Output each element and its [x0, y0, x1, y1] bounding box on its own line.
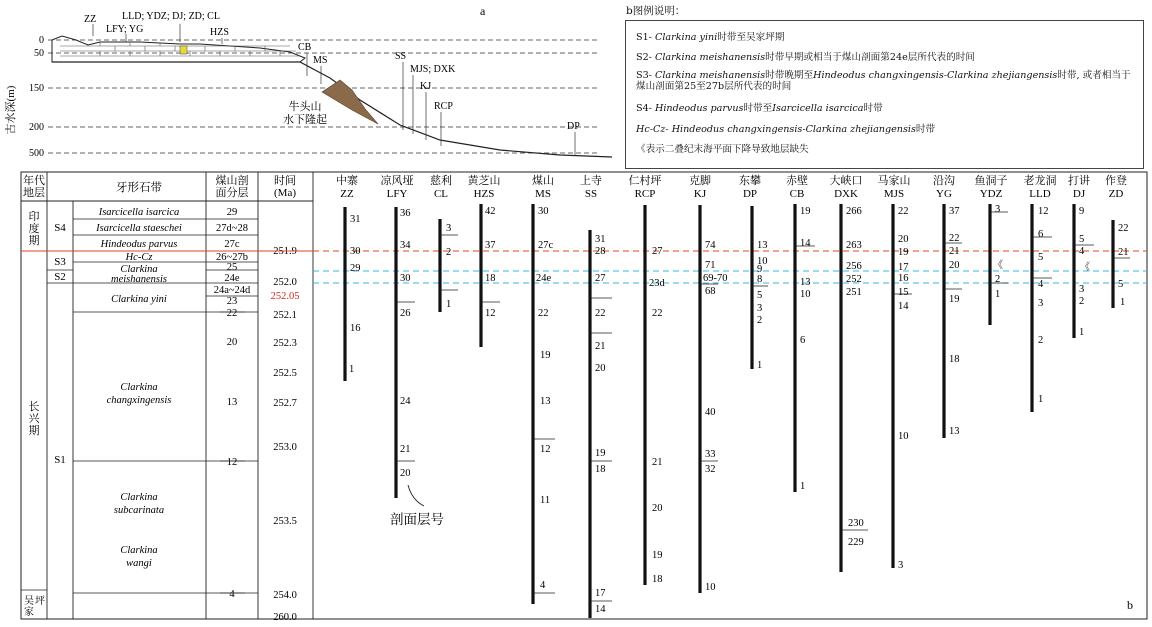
layer-number: 10 [757, 256, 768, 267]
layer-number: 31 [595, 234, 606, 245]
layer-number: 12 [1038, 206, 1049, 217]
layer-number: 5 [1079, 234, 1085, 245]
layer-number: 10 [898, 431, 909, 442]
layer-number: 31 [350, 214, 361, 225]
annotation-label: 剖面层号 [390, 512, 444, 527]
depth-tick: 0 [39, 35, 44, 46]
layer-number: 21 [949, 246, 960, 257]
site-label: RCP [434, 101, 453, 112]
time-tick: 252.5 [273, 368, 297, 379]
section-name: 赤壁 [786, 175, 808, 187]
site-label: LFY; YG [106, 24, 144, 35]
layer-number: 5 [1118, 279, 1124, 290]
stage-dividers [21, 251, 73, 590]
header-era: 年代地层 [23, 175, 45, 199]
zone-label: Isarcicella isarcica [98, 207, 180, 218]
section-code: SS [584, 188, 598, 200]
layer-number: 24 [400, 396, 411, 407]
meishan-layer: 27d~28 [216, 223, 248, 234]
section-name: 东攀 [739, 175, 761, 187]
layer-number: 2 [995, 274, 1001, 285]
panel-b-label: b [1127, 598, 1133, 612]
time-tick: 252.3 [273, 338, 297, 349]
site-label: KJ [420, 81, 432, 92]
layer-number: 2 [1079, 296, 1085, 307]
layer-number: 8 [757, 274, 763, 285]
layer-number: 1 [1038, 394, 1044, 405]
layer-number: 3 [995, 204, 1001, 215]
layer-number: 1 [349, 364, 355, 375]
meishan-layer: 24e [224, 273, 240, 284]
site-label: HZS [210, 27, 229, 38]
section-name: 马家山 [877, 175, 911, 187]
zone-label: Clarkina [120, 492, 158, 503]
section-name: 鱼洞子 [974, 175, 1008, 187]
annotation-pointer [408, 485, 424, 506]
site-labels [84, 11, 580, 132]
section-name: 凉风垭 [380, 175, 414, 187]
legend-item-s2 [636, 52, 975, 63]
layer-number: 19 [949, 294, 960, 305]
time-tick: 260.0 [273, 612, 297, 623]
legend-code: S3- [636, 70, 652, 81]
legend-item-s1 [636, 32, 784, 43]
time-labels [271, 246, 300, 623]
layer-numbers [349, 204, 1129, 615]
layer-number: 40 [705, 407, 716, 418]
layer-number: 5 [757, 290, 763, 301]
meishan-layer: 25 [226, 262, 238, 273]
time-tick: 252.1 [273, 310, 297, 321]
meishan-layer: 13 [226, 397, 238, 408]
layer-number: 20 [595, 363, 606, 374]
layer-number: 3 [1079, 284, 1085, 295]
layer-number: 1 [800, 481, 806, 492]
layer-number: 37 [485, 240, 496, 251]
layer-number: 263 [846, 240, 862, 251]
layer-number: 29 [350, 263, 361, 274]
legend-text: 时带至吴家坪期 [717, 32, 785, 43]
header-titles [23, 173, 296, 199]
layer-number: 19 [898, 247, 909, 258]
layer-number: 230 [848, 518, 864, 529]
site-label: CB [298, 42, 312, 53]
site-label: ZZ [84, 14, 97, 25]
zone-label: Isarcicella staeschei [96, 223, 182, 234]
layer-number: 19 [540, 350, 551, 361]
panel-a-label: a [480, 4, 486, 18]
layer-number: 5 [1038, 252, 1044, 263]
layer-number: 13 [757, 240, 768, 251]
layer-number: 22 [538, 308, 549, 319]
depth-tick: 200 [29, 122, 44, 133]
time-tick: 252.7 [273, 398, 297, 409]
layer-number: 266 [846, 206, 862, 217]
site-label: MS [313, 55, 328, 66]
layer-number: 74 [705, 240, 716, 251]
depth-tick: 50 [34, 48, 44, 59]
zone-label: Clarkina [120, 382, 158, 393]
layer-number: 30 [350, 246, 361, 257]
meishan-ticks [220, 312, 245, 593]
legend-text: 时带, 或者相当于煤山剖面第25至27b层所代表的时间 [636, 70, 1131, 92]
zone-dividers [73, 219, 258, 593]
section-code: HZS [473, 188, 495, 200]
legend-title: b图例说明： [626, 5, 686, 17]
layer-number: 10 [800, 289, 811, 300]
layer-number: 18 [652, 574, 663, 585]
layer-number: 6 [800, 335, 806, 346]
layer-number: 20 [949, 260, 960, 271]
zone-labels [95, 207, 182, 569]
layer-number: 20 [400, 468, 411, 479]
layer-number: 4 [540, 580, 546, 591]
layer-number: 27 [652, 246, 663, 257]
layer-number: 27c [538, 240, 554, 251]
time-tick-highlight: 252.05 [270, 291, 300, 302]
time-tick: 254.0 [273, 590, 297, 601]
layer-number: 11 [540, 495, 551, 506]
layer-number: 1 [446, 299, 452, 310]
stage-wuchiapingian: 吴家坪 [24, 596, 45, 618]
time-tick: 252.0 [273, 277, 297, 288]
layer-number: 21 [400, 444, 411, 455]
layer-number: 2 [446, 247, 452, 258]
gap-symbol: 《 [993, 260, 1003, 271]
zone-label: Hc-Cz [125, 252, 153, 263]
layer-number: 12 [485, 308, 496, 319]
section-code: YG [936, 188, 952, 200]
stage-indian: 印度期 [28, 211, 40, 247]
layer-number: 3 [446, 223, 452, 234]
layer-number: 14 [898, 301, 909, 312]
site-label: SS [395, 51, 407, 62]
legend-item-s4 [636, 103, 883, 114]
layer-number: 26 [400, 308, 411, 319]
meishan-layer: 12 [226, 457, 238, 468]
layer-number: 21 [1118, 247, 1129, 258]
layer-number: 21 [652, 457, 663, 468]
layer-number: 4 [1079, 246, 1085, 257]
layer-number: 9 [1079, 206, 1085, 217]
layer-number: 22 [949, 233, 960, 244]
legend-taxon: Clarkina meishanensis [654, 52, 766, 63]
section-code: CL [433, 188, 449, 200]
legend-taxon: Hindeodus changxingensis-Clarkina zhejiangensis [813, 70, 1058, 81]
layer-number: 3 [898, 560, 904, 571]
layer-number: 20 [652, 503, 663, 514]
layer-number: 1 [757, 360, 763, 371]
layer-number: 229 [848, 537, 864, 548]
layer-number: 22 [652, 308, 663, 319]
layer-ticks [396, 212, 1130, 601]
legend-item-s3 [636, 70, 1138, 92]
meishan-layer: 22 [226, 308, 238, 319]
section-name: 克脚 [689, 175, 711, 187]
submarine-uplift [322, 80, 378, 124]
meishan-layer: 23 [226, 296, 238, 307]
layer-number: 3 [1038, 298, 1044, 309]
meishan-layer: 29 [226, 207, 238, 218]
column-dividers [47, 172, 313, 619]
layer-number: 30 [538, 206, 549, 217]
depth-tick: 500 [29, 148, 44, 159]
stage-labels [24, 210, 45, 618]
layer-number: 6 [1038, 229, 1044, 240]
legend-text: 时带 [915, 124, 936, 135]
layer-number: 42 [485, 206, 496, 217]
section-headers [336, 173, 1127, 200]
meishan-layer: 27c [224, 239, 240, 250]
layer-number: 27 [595, 273, 606, 284]
layer-number: 14 [800, 238, 811, 249]
section-name: 打讲 [1068, 175, 1090, 187]
uplift-label-line: 牛头山 [288, 101, 322, 113]
stage-code: S2 [54, 271, 66, 283]
meishan-layer-labels [214, 207, 251, 600]
zone-label: wangi [126, 558, 152, 569]
layer-number: 24e [536, 273, 552, 284]
stage-changhsingian: 长兴期 [28, 401, 40, 437]
header-meishan: 煤山剖面分层 [215, 175, 249, 199]
layer-number: 21 [595, 341, 606, 352]
time-tick: 253.0 [273, 442, 297, 453]
layer-number: 22 [1118, 223, 1129, 234]
layer-number: 14 [595, 604, 606, 615]
uplift-label-line: 水下隆起 [283, 114, 327, 126]
section-code: DXK [834, 188, 858, 200]
layer-number: 2 [757, 315, 763, 326]
legend-taxon: Clarkina meishanensis [654, 70, 766, 81]
stage-code-labels [54, 222, 66, 466]
section-code: ZD [1108, 188, 1124, 200]
section-code: YDZ [979, 188, 1003, 200]
layer-number: 68 [705, 286, 716, 297]
section-columns [345, 204, 1113, 618]
legend-item-gap [636, 144, 809, 155]
zone-label: subcarinata [113, 505, 165, 516]
legend-code: S1- [636, 32, 652, 43]
section-code: MS [535, 188, 551, 200]
layer-number: 17 [595, 588, 606, 599]
layer-number: 28 [595, 246, 606, 257]
zone-label: Clarkina [120, 545, 158, 556]
layer-number: 22 [898, 206, 909, 217]
layer-number: 1 [1079, 327, 1085, 338]
legend-item-hc-cz [636, 124, 935, 135]
site-label: MJS; DXK [410, 64, 456, 75]
layer-number: 37 [949, 206, 960, 217]
section-code: ZZ [340, 188, 354, 200]
section-name: 中寨 [336, 175, 358, 187]
layer-number: 18 [949, 354, 960, 365]
panel-a-cross-section [0, 0, 620, 168]
layer-number: 2 [1038, 335, 1044, 346]
legend-code: S4- [636, 103, 652, 114]
panel-b-frame [21, 172, 1147, 619]
time-tick: 253.5 [273, 516, 297, 527]
legend-taxon: Hindeodus parvus [654, 103, 744, 114]
section-name: 慈利 [430, 175, 452, 187]
section-name: 老龙洞 [1023, 175, 1057, 187]
legend-text: 时带 [863, 103, 883, 114]
section-name: 仁村坪 [628, 175, 662, 187]
stage-code: S4 [54, 222, 66, 234]
layer-number: 16 [898, 273, 909, 284]
layer-number: 23d [649, 278, 665, 289]
section-name: 煤山 [532, 175, 554, 187]
layer-number: 10 [705, 582, 716, 593]
stage-code: S3 [54, 256, 66, 268]
meishan-layer: 20 [226, 337, 238, 348]
layer-number: 30 [400, 273, 411, 284]
layer-number: 19 [652, 550, 663, 561]
depth-tick: 150 [29, 83, 44, 94]
legend-code: S2- [636, 52, 652, 63]
section-name: 大峡口 [829, 175, 863, 187]
layer-number: 4 [1038, 279, 1044, 290]
zone-label: Clarkina yini [111, 294, 167, 305]
layer-number: 1 [1120, 297, 1126, 308]
site-label: LLD; YDZ; DJ; ZD; CL [122, 11, 220, 22]
layer-number: 256 [846, 261, 862, 272]
yellow-marker [180, 46, 187, 54]
section-code: DP [742, 188, 758, 200]
section-code: RCP [634, 188, 656, 200]
layer-number: 69-70 [703, 273, 728, 284]
layer-number: 34 [400, 240, 411, 251]
layer-number: 18 [595, 464, 606, 475]
layer-number: 71 [705, 260, 716, 271]
section-name: 上寺 [580, 175, 602, 187]
layer-number: 252 [846, 274, 862, 285]
legend-text: 时带早期或相当于煤山剖面第24e层所代表的时间 [765, 52, 975, 63]
layer-number: 13 [949, 426, 960, 437]
legend-text: 时带至 [743, 103, 773, 114]
legend-taxon: Isarcicella isarcica [772, 103, 864, 114]
layer-number: 3 [757, 303, 763, 314]
time-tick: 251.9 [273, 246, 297, 257]
layer-number: 33 [705, 449, 716, 460]
layer-number: 1 [995, 289, 1001, 300]
zone-label: meishanensis [111, 274, 167, 285]
layer-number: 22 [595, 308, 606, 319]
zone-label: Hindeodus parvus [100, 239, 178, 250]
layer-number: 9 [757, 264, 763, 275]
layer-number: 16 [350, 323, 361, 334]
legend-taxon: Clarkina yini [654, 32, 718, 43]
layer-number: 36 [400, 208, 411, 219]
layer-number: 13 [800, 277, 811, 288]
section-code: DJ [1072, 188, 1086, 200]
section-code: KJ [693, 188, 707, 200]
legend-taxon: Hindeodus changxingensis-Clarkina zhejiangensis [671, 124, 916, 135]
header-time: 时间(Ma) [274, 175, 296, 199]
layer-number: 15 [898, 287, 909, 298]
section-name: 作登 [1105, 175, 1127, 187]
section-code: LFY [386, 188, 408, 200]
legend-code: 《 [636, 144, 646, 155]
layer-number: 19 [595, 448, 606, 459]
header-zone: 牙形石带 [116, 182, 162, 194]
site-label: DP [567, 121, 580, 132]
section-code: CB [789, 188, 805, 200]
legend-text: 时带晚期至 [765, 70, 814, 81]
layer-number: 32 [705, 464, 716, 475]
section-code: LLD [1029, 188, 1051, 200]
zone-label: changxingensis [106, 395, 172, 406]
section-name: 黄芝山 [467, 175, 501, 187]
depth-tick-labels [29, 35, 44, 159]
section-name: 沿沟 [933, 175, 955, 187]
basin-slope [52, 62, 612, 157]
uplift-label [283, 99, 327, 126]
layer-number: 12 [540, 444, 551, 455]
meishan-layer: 24a~24d [213, 285, 251, 296]
layer-number: 251 [846, 287, 862, 298]
layer-number: 13 [540, 396, 551, 407]
stage-code: S1 [54, 454, 66, 466]
layer-number: 17 [898, 262, 909, 273]
section-code: MJS [883, 188, 905, 200]
layer-number: 18 [485, 273, 496, 284]
layer-number: 20 [898, 234, 909, 245]
gap-symbol: 《 [1080, 262, 1090, 273]
legend-text: 表示二叠纪末海平面下降导致地层缺失 [645, 144, 809, 155]
meishan-layer: 26~27b [216, 252, 248, 263]
meishan-layer: 4 [229, 589, 235, 600]
zone-label: Clarkina [120, 264, 158, 275]
depth-axis-title: 古水深(m) [5, 85, 17, 135]
layer-number: 19 [800, 206, 811, 217]
legend-code: Hc-Cz- [636, 124, 669, 135]
